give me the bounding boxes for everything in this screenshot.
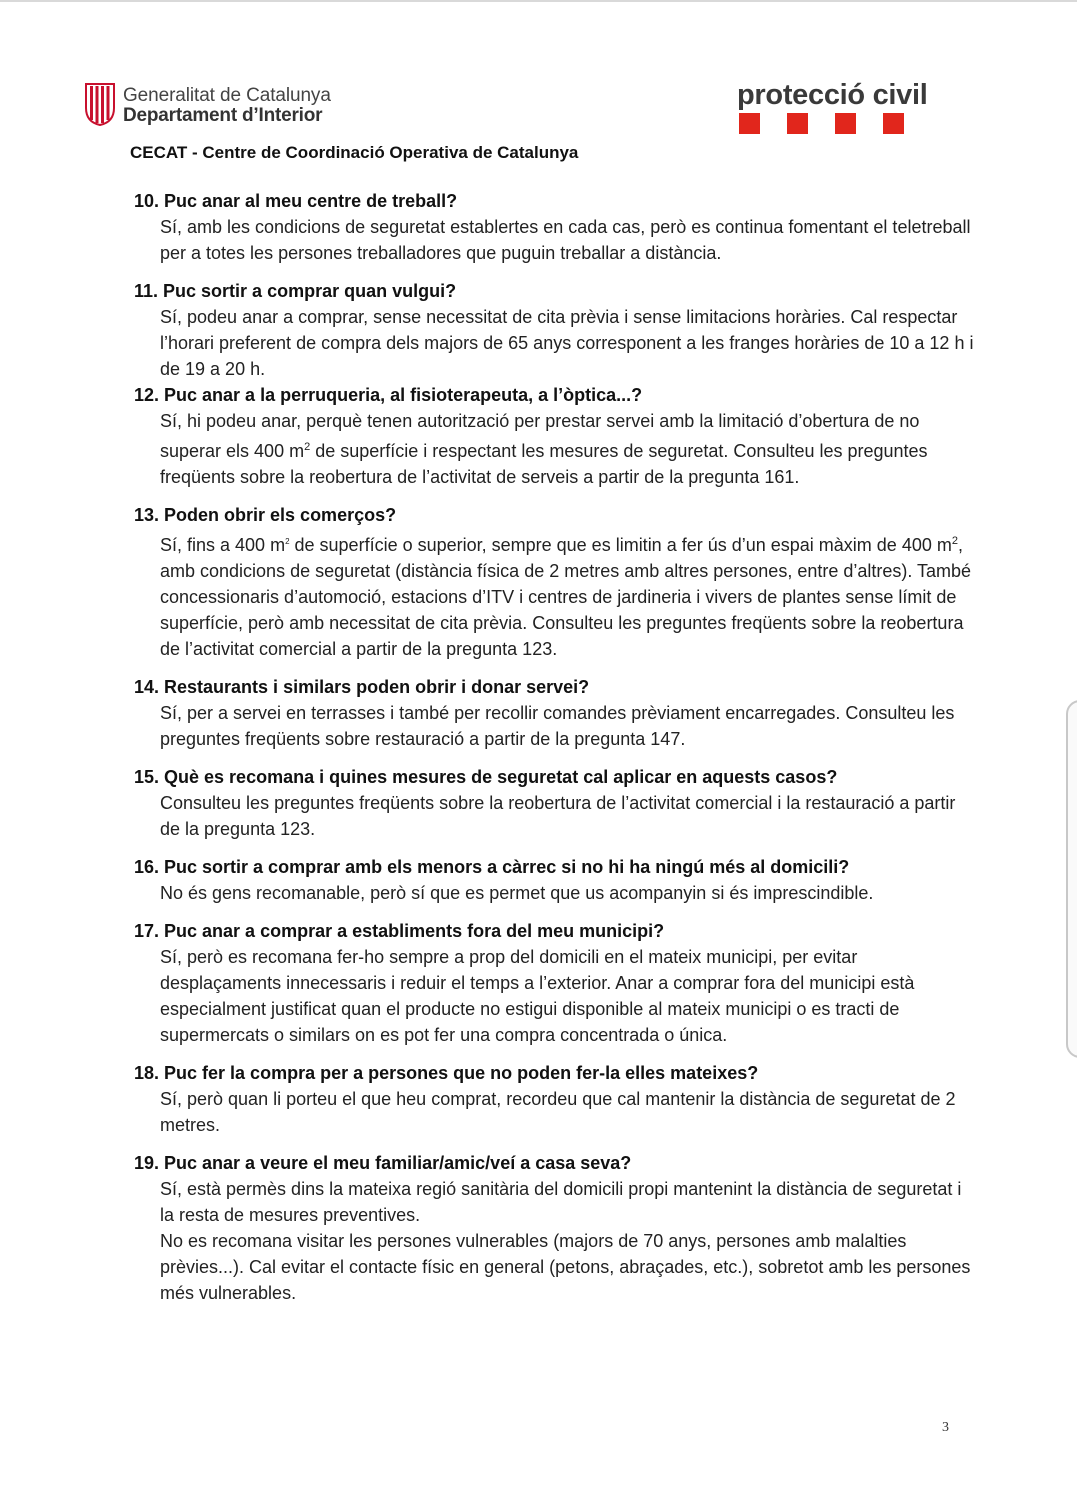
question-13: 13. Poden obrir els comerços? [134,505,397,525]
question-18: 18. Puc fer la compra per a persones que no poden fer-la elles mateixes? [134,1063,759,1083]
question-14: 14. Restaurants i similars poden obrir i donar servei? [134,677,590,697]
faq-item-15 [134,764,974,842]
answer-17: Sí, però es recomana fer-ho sempre a prop del domicili en el mateix municipi, per evitar desplaçaments innecessaris i reduir el temps a l’exterior. Anar a comprar fora del municipi està especialment justificat quan el producte no estigui disponible al mateix municipi o es tracti de supermercats o similars on es pot fer una compra concentrada o única. [160,947,915,1045]
scroll-handle[interactable] [1066,700,1077,1058]
gencat-name: Generalitat de Catalunya [123,85,331,106]
proteccio-civil-logo [737,79,937,111]
question-12: 12. Puc anar a la perruqueria, al fisioterapeuta, a l’òptica...? [134,385,643,405]
answer-12: Sí, hi podeu anar, perquè tenen autorització per prestar servei amb la limitació d’obertura de no superar els 400 $m^2$ de superfície i respectant les mesures de seguretat. Consulteu les preguntes freqüents sobre la reobertura de l’activitat de serveis a partir de la pregunta 161. [160,411,928,487]
answer-19-paragraph-1: Sí, està permès dins la mateixa regió sanitària del domicili propi mantenint la distància de seguretat i la resta de mesures preventives. [160,1179,962,1225]
answer-19-paragraph-2: No es recomana visitar les persones vulnerables (majors de 70 anys, persones amb malalties prèvies...). Cal evitar el contacte físic en general (petons, abraçades, etc.), sobretot amb les persones més vulnerables. [160,1231,971,1303]
department-name: Departament d’Interior [123,105,323,126]
answer-19 [160,1176,974,1306]
faq-item-18 [134,1060,974,1138]
answer-13: Sí, fins a 400 $m^2$ de superfície o superior, sempre que es limitin a fer ús d’un espai màxim de 400 $m^2$, amb condicions de seguretat (distància física de 2 metres amb altres persones, entre d’altres). També concessionaris d’automoció, estacions d’ITV i centres de jardineria i vivers de plantes sense límit de superfície, però amb necessitat de cita prèvia. Consulteu les preguntes freqüents sobre la reobertura de l’activitat comercial a partir de la pregunta 123. [160,535,972,659]
question-15: 15. Què es recomana i quines mesures de seguretat cal aplicar en aquests casos? [134,767,838,787]
question-19: 19. Puc anar a veure el meu familiar/amic/veí a casa seva? [134,1153,632,1173]
faq-item-17 [134,918,974,1048]
gencat-emblem-icon [84,82,116,126]
answer-10: Sí, amb les condicions de seguretat establertes en cada cas, però es continua fomentant el teletreball per a totes les persones treballadores que puguin treballar a distància. [160,217,971,263]
answer-16: No és gens recomanable, però sí que es permet que us acompanyin si és imprescindible. [160,883,874,903]
faq-item-14 [134,674,974,752]
faq-list [134,188,974,1306]
question-17: 17. Puc anar a comprar a establiments fora del meu municipi? [134,921,665,941]
answer-11: Sí, podeu anar a comprar, sense necessitat de cita prèvia i sense limitacions horàries. Cal respectar l’horari preferent de compra dels majors de 65 anys corresponent a les franges horàries de 10 a 12 h i de 19 a 20 h. [160,307,974,379]
faq-item-12 [134,382,974,490]
answer-18: Sí, però quan li porteu el que heu comprat, recordeu que cal mantenir la distància de seguretat de 2 metres. [160,1089,956,1135]
faq-item-16 [134,854,974,906]
answer-15: Consulteu les preguntes freqüents sobre la reobertura de l’activitat comercial i la restauració a partir de la pregunta 123. [160,793,956,839]
faq-item-19 [134,1150,974,1306]
question-11: 11. Puc sortir a comprar quan vulgui? [134,281,457,301]
faq-item-11 [134,278,974,382]
answer-14: Sí, per a servei en terrasses i també per recollir comandes prèviament encarregades. Consulteu les preguntes freqüents sobre restauració a partir de la pregunta 147. [160,703,955,749]
page-subtitle: CECAT - Centre de Coordinació Operativa de Catalunya [130,143,579,162]
faq-item-10 [134,188,974,266]
top-border [0,0,1077,2]
faq-item-13 [134,502,974,662]
question-16: 16. Puc sortir a comprar amb els menors a càrrec si no hi ha ningú més al domicili? [134,857,850,877]
question-10: 10. Puc anar al meu centre de treball? [134,191,458,211]
page-number: 3 [942,1420,949,1435]
proteccio-civil-title: protecció civil [737,79,928,111]
